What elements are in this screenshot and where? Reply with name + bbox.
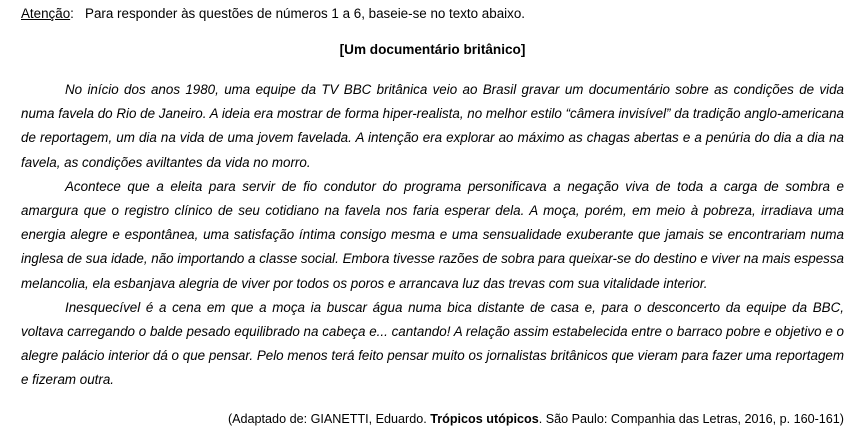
source-book-title: Trópicos utópicos	[430, 412, 539, 426]
attention-separator: :	[70, 6, 74, 21]
article-body	[21, 78, 844, 393]
attention-label: Atenção	[21, 6, 71, 21]
paragraph-3: Inesquecível é a cena em que a moça ia buscar água numa bica distante de casa e, para o desconcerto da equipe da BBC, voltava carregando o balde pesado equilibrado na cabeça e... cantando! A relação assim estabelecida entre o barraco pobre e objetivo e o alegre palácio interior dá o que pensar. Pelo menos terá feito pensar muito os jornalistas britânicos que vieram para fazer uma reportagem e fizeram outra.	[21, 299, 844, 388]
source-prefix: (Adaptado de: GIANETTI, Eduardo.	[227, 412, 431, 426]
attention-text: Para responder às questões de números 1 a 6, baseie-se no texto abaixo.	[85, 6, 525, 21]
source-citation	[228, 410, 844, 428]
text-title: [Um documentário britânico]	[339, 42, 526, 57]
paragraph-2: Acontece que a eleita para servir de fio condutor do programa personificava a negação viva de toda a carga de sombra e amargura que o registro clínico de seu cotidiano na favela nos faria esperar dela. A moça, porém, em meio à pobreza, irradiava uma energia alegre e espontânea, uma satisfação íntima consigo mesma e uma sensualidade exuberante que jamais se encontrariam numa inglesa de sua idade, não importando a classe social. Embora tivesse razões de sobra para queixar-se do destino e viver na mais espessa melancolia, ela esbanjava alegria de viver por todos os poros e arrancava luz das trevas com sua vitalidade interior.	[21, 178, 845, 291]
attention-note	[21, 5, 525, 23]
source-suffix: . São Paulo: Companhia das Letras, 2016, p. 160-161)	[538, 412, 844, 426]
paragraph-1: No início dos anos 1980, uma equipe da TV BBC britânica veio ao Brasil gravar um documentário sobre as condições de vida numa favela do Rio de Janeiro. A ideia era mostrar de forma hiper-realista, no melhor estilo “câmera invisível” da tradição anglo-americana de reportagem, um dia na vida de uma jovem favelada. A intenção era explorar ao máximo as chagas abertas e a penúria do dia a dia na favela, as condições aviltantes da vida no morro.	[21, 82, 844, 170]
